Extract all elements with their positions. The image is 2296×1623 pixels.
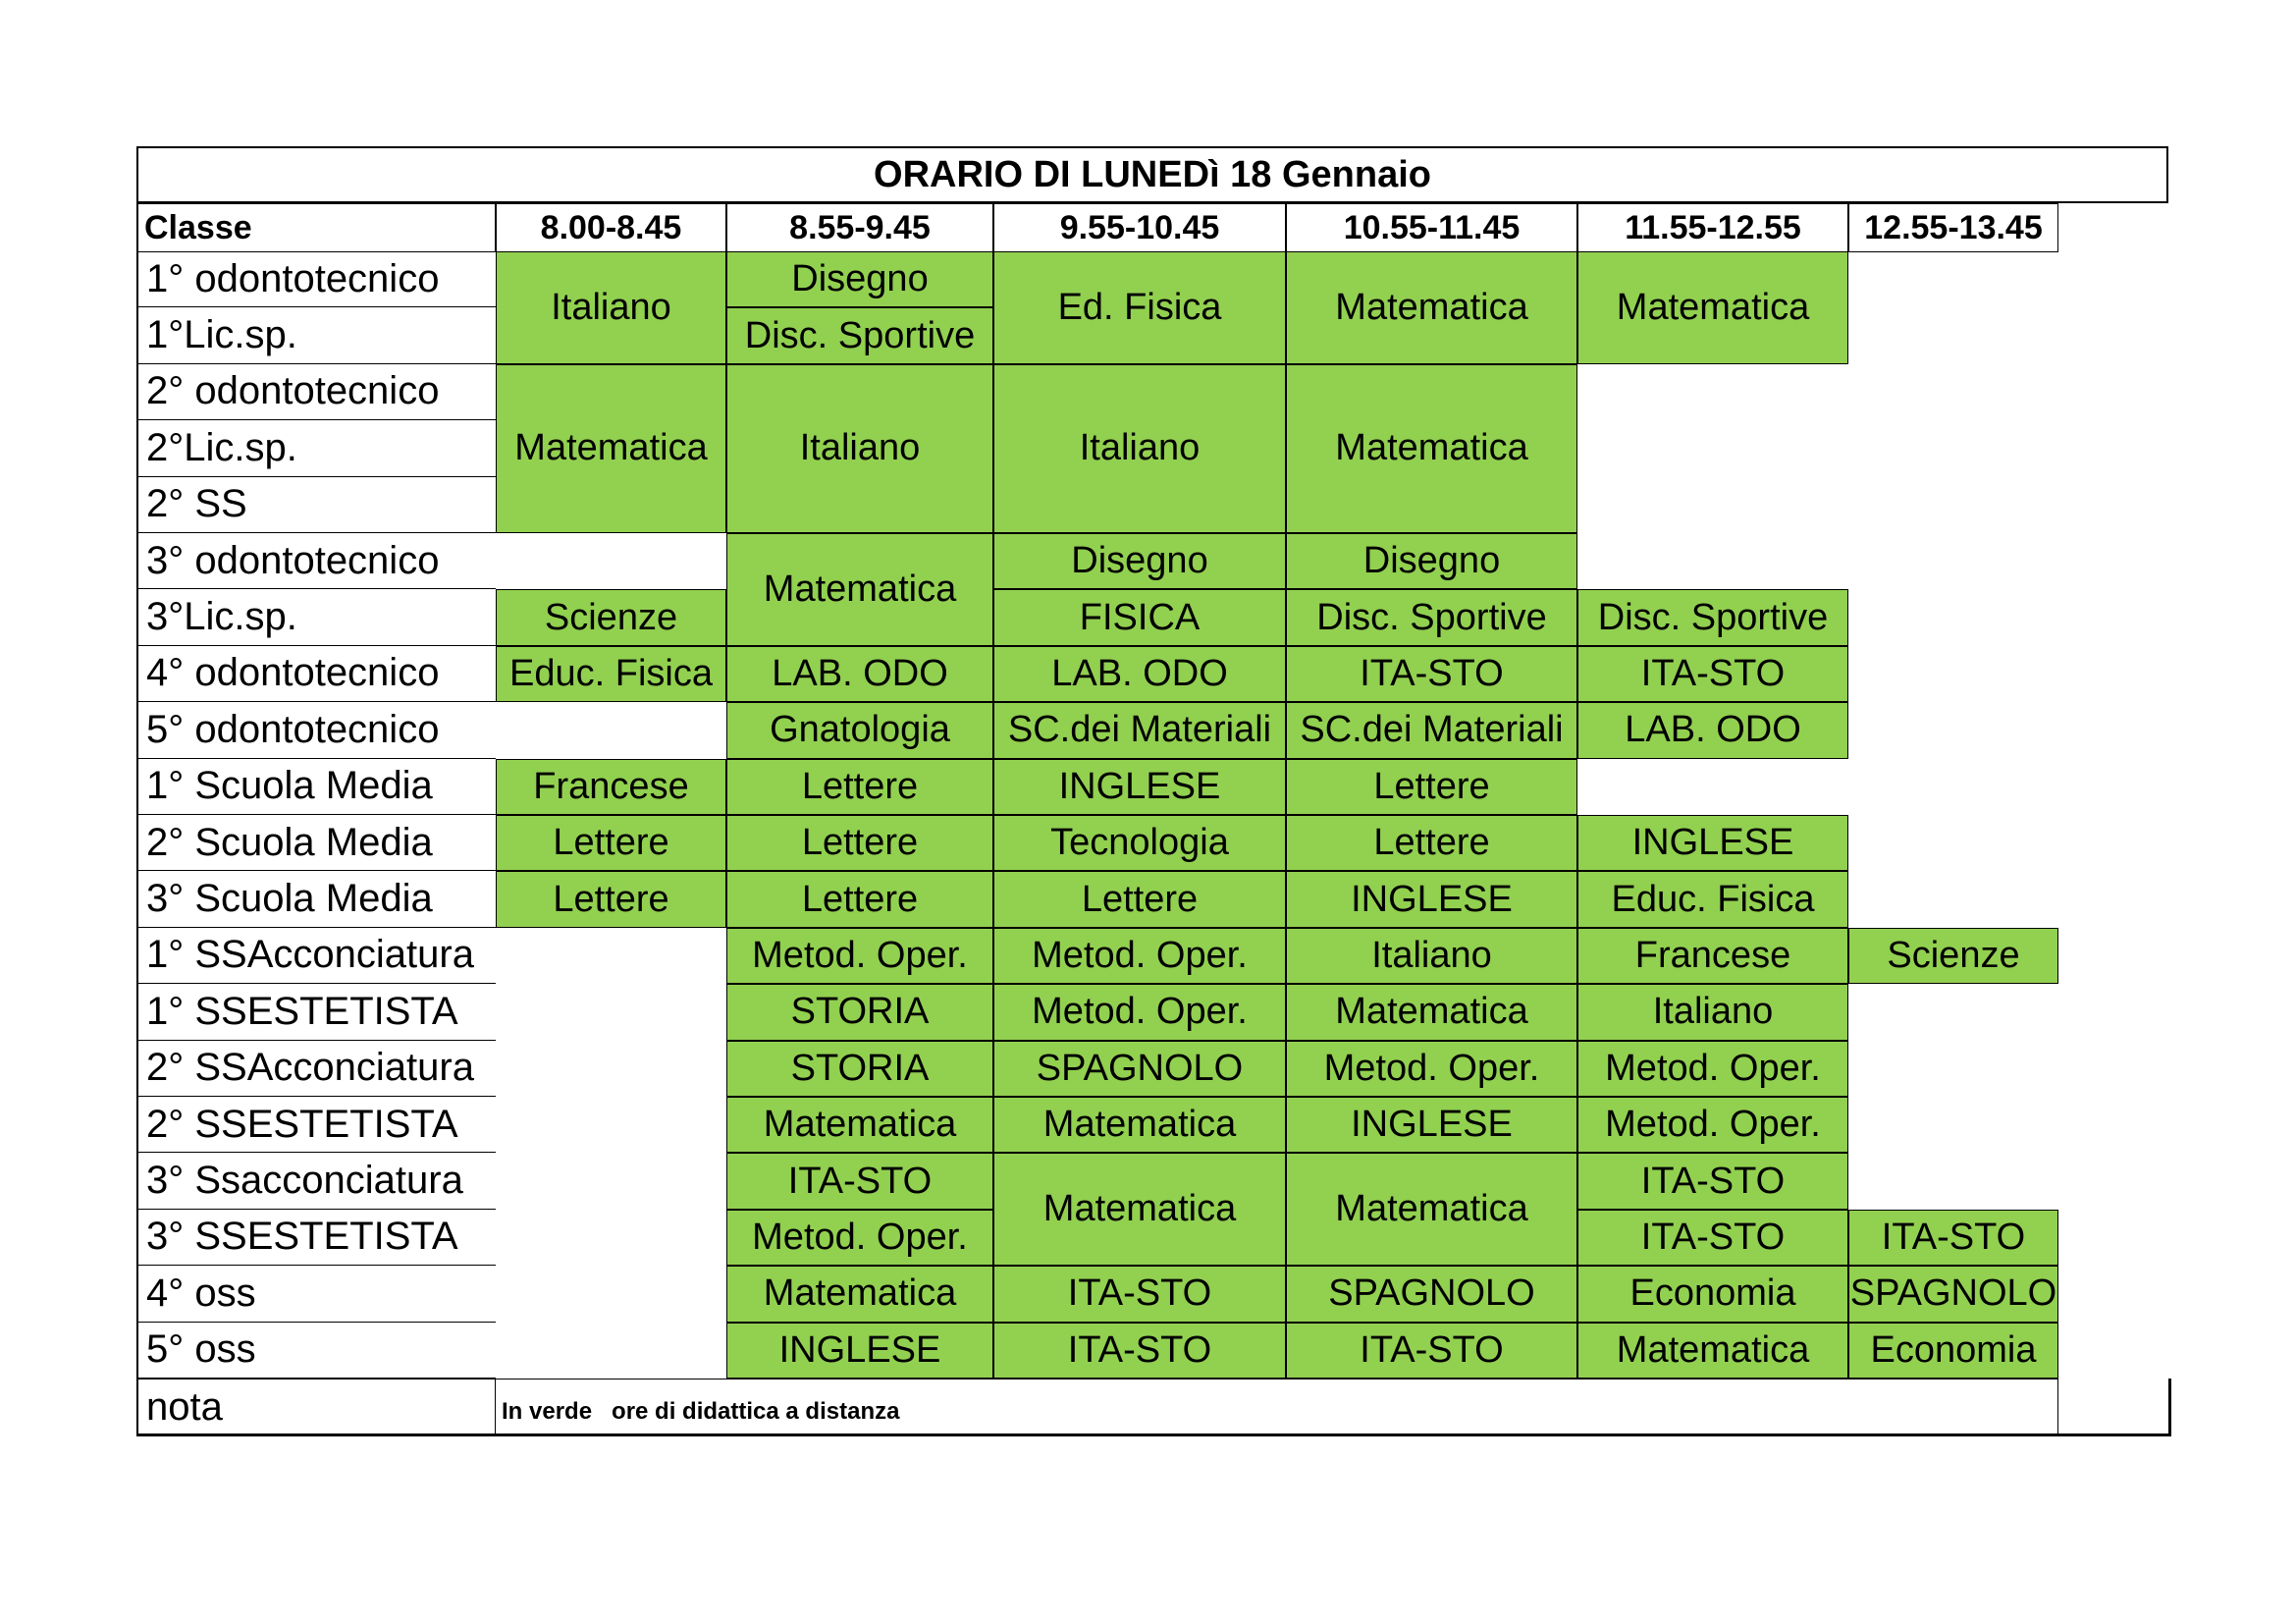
subject-cell: Matematica [1286,364,1577,533]
class-label: 2° SSAcconciatura [138,1041,496,1097]
class-label: 1° Scuola Media [138,759,496,815]
subject-cell: ITA-STO [1286,646,1577,702]
subject-cell: Matematica [1286,984,1577,1040]
header-period: 9.55-10.45 [993,203,1286,252]
subject-cell: Metod. Oper. [993,928,1286,984]
class-label: 4° oss [138,1266,496,1322]
subject-cell: LAB. ODO [993,646,1286,702]
class-label: 5° odontotecnico [138,702,496,758]
subject-cell: STORIA [726,1041,993,1097]
class-label: 1°Lic.sp. [138,307,496,363]
subject-cell: INGLESE [726,1323,993,1379]
subject-cell: Francese [1577,928,1848,984]
subject-cell: Matematica [1286,251,1577,364]
subject-cell: LAB. ODO [1577,702,1848,758]
class-label: 2° SSESTETISTA [138,1097,496,1153]
subject-cell: ITA-STO [726,1153,993,1209]
subject-cell: Disc. Sportive [726,307,993,363]
subject-cell: Italiano [993,364,1286,533]
subject-cell: Metod. Oper. [1286,1041,1577,1097]
subject-cell: ITA-STO [1577,646,1848,702]
subject-cell: Scienze [496,589,726,645]
subject-cell: Italiano [496,251,726,364]
header-period: 8.00-8.45 [496,203,726,252]
subject-cell: INGLESE [1286,1097,1577,1153]
subject-cell: Matematica [1286,1153,1577,1266]
class-label: 2° odontotecnico [138,364,496,420]
subject-cell: Italiano [726,364,993,533]
subject-cell: Metod. Oper. [993,984,1286,1040]
header-period: 12.55-13.45 [1848,203,2058,252]
subject-cell: ITA-STO [1577,1210,1848,1266]
subject-cell: ITA-STO [1577,1153,1848,1209]
subject-cell: ITA-STO [1286,1323,1577,1379]
class-label: 5° oss [138,1323,496,1379]
subject-cell: Lettere [726,815,993,871]
class-label: 3° SSESTETISTA [138,1210,496,1266]
subject-cell: Scienze [1848,928,2058,984]
note-text: In verde ore di didattica a distanza [502,1398,900,1425]
subject-cell: Lettere [496,871,726,927]
subject-cell: Educ. Fisica [1577,871,1848,927]
subject-cell: Matematica [726,1266,993,1322]
subject-cell: ITA-STO [993,1266,1286,1322]
subject-cell: SC.dei Materiali [993,702,1286,758]
subject-cell: Disc. Sportive [1577,589,1848,645]
subject-cell: LAB. ODO [726,646,993,702]
class-label: 1° SSAcconciatura [138,928,496,984]
subject-cell: Gnatologia [726,702,993,758]
subject-cell: Metod. Oper. [1577,1097,1848,1153]
header-class-label: Classe [138,203,496,252]
subject-cell: Lettere [726,871,993,927]
class-label: 1° SSESTETISTA [138,984,496,1040]
subject-cell: Disegno [1286,533,1577,589]
subject-cell: Matematica [726,533,993,646]
subject-cell: SC.dei Materiali [1286,702,1577,758]
subject-cell: Disc. Sportive [1286,589,1577,645]
subject-cell: ITA-STO [1848,1210,2058,1266]
subject-cell: Matematica [993,1153,1286,1266]
header-period: 10.55-11.45 [1286,203,1577,252]
subject-cell: Disegno [726,251,993,307]
subject-cell: Italiano [1286,928,1577,984]
class-label: 3° Scuola Media [138,871,496,927]
class-label: 3° odontotecnico [138,533,496,589]
timetable-title: ORARIO DI LUNEDì 18 Gennaio [136,146,2168,203]
class-label: 3°Lic.sp. [138,589,496,645]
subject-cell: Lettere [496,815,726,871]
subject-cell: Lettere [726,759,993,815]
subject-cell: Lettere [1286,759,1577,815]
subject-cell: Economia [1577,1266,1848,1322]
subject-cell: STORIA [726,984,993,1040]
subject-cell: Lettere [993,871,1286,927]
table-right-border [2168,1379,2171,1435]
subject-cell: Metod. Oper. [726,1210,993,1266]
subject-cell: Metod. Oper. [726,928,993,984]
class-label: 2°Lic.sp. [138,420,496,476]
subject-cell: FISICA [993,589,1286,645]
class-label: 2° Scuola Media [138,815,496,871]
subject-cell: Lettere [1286,815,1577,871]
class-label: 4° odontotecnico [138,646,496,702]
class-label: 2° SS [138,477,496,533]
subject-cell: Disegno [993,533,1286,589]
subject-cell: Matematica [726,1097,993,1153]
subject-cell: INGLESE [993,759,1286,815]
subject-cell: SPAGNOLO [1286,1266,1577,1322]
subject-cell: INGLESE [1286,871,1577,927]
subject-cell: Matematica [1577,1323,1848,1379]
subject-cell: Educ. Fisica [496,646,726,702]
class-label: 3° Ssacconciatura [138,1153,496,1209]
subject-cell: Economia [1848,1323,2058,1379]
subject-cell: Matematica [1577,251,1848,364]
subject-cell: Ed. Fisica [993,251,1286,364]
subject-cell: SPAGNOLO [993,1041,1286,1097]
subject-cell: Tecnologia [993,815,1286,871]
subject-cell: Matematica [496,364,726,533]
subject-cell: ITA-STO [993,1323,1286,1379]
header-period: 11.55-12.55 [1577,203,1848,252]
subject-cell: Metod. Oper. [1577,1041,1848,1097]
subject-cell: Matematica [993,1097,1286,1153]
subject-cell: INGLESE [1577,815,1848,871]
class-label: nota [138,1379,496,1434]
header-period: 8.55-9.45 [726,203,993,252]
subject-cell: Francese [496,759,726,815]
class-label: 1° odontotecnico [138,251,496,307]
subject-cell: Italiano [1577,984,1848,1040]
subject-cell: SPAGNOLO [1848,1266,2058,1322]
